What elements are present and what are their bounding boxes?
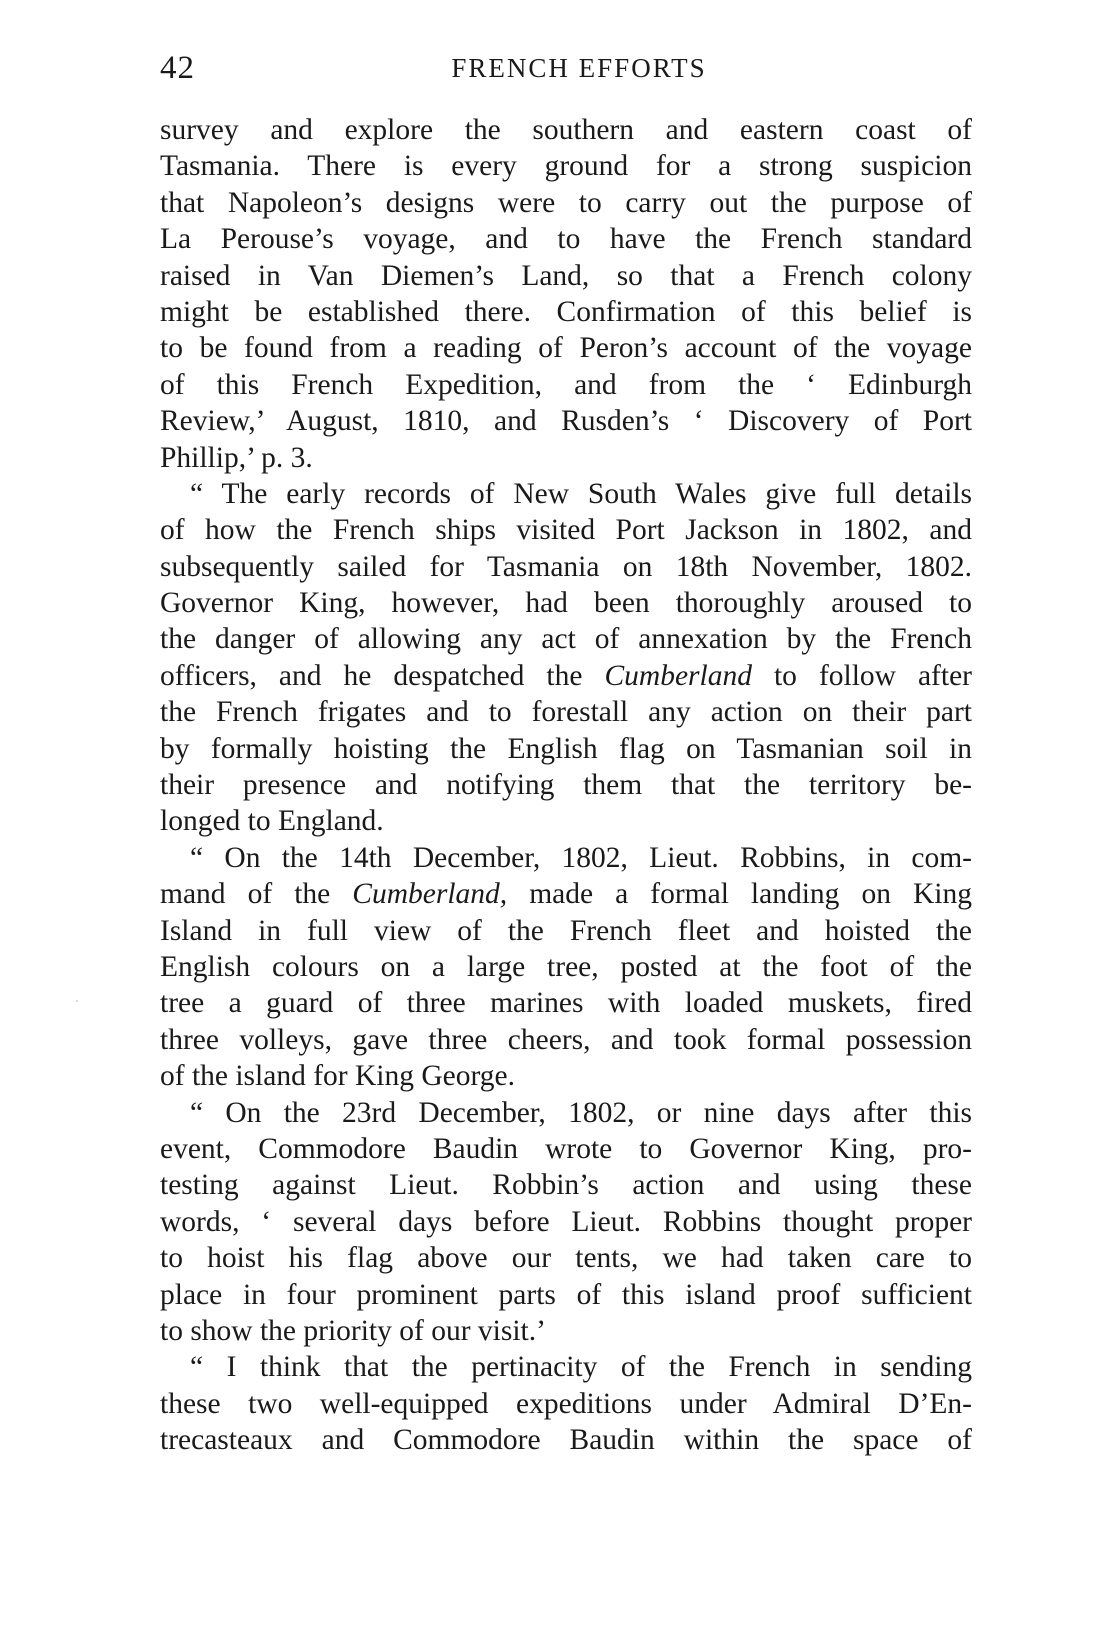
ship-name-italic: Cumberland: [604, 659, 752, 692]
text-line: might be established there. Confirmation of this belief is: [160, 295, 972, 328]
text-line: tree a guard of three marines with loaded muskets, fired: [160, 987, 972, 1020]
text-line: of how the French ships visited Port Jackson in 1802, and: [160, 514, 972, 547]
text-line: the French frigates and to forestall any action on their part: [160, 696, 972, 729]
text-line: “ I think that the pertinacity of the French in sending: [190, 1351, 972, 1384]
text-line: [160, 876, 972, 912]
text-line: “ On the 14th December, 1802, Lieut. Robbins, in com-: [190, 841, 972, 874]
text-line: Island in full view of the French fleet and hoisted the: [160, 914, 972, 947]
text-line: their presence and notifying them that the territory be-: [160, 769, 972, 802]
text-line: to hoist his flag above our tents, we had taken care to: [160, 1242, 972, 1275]
text-line: longed to England.: [160, 805, 384, 838]
text-line: trecasteaux and Commodore Baudin within the space of: [160, 1424, 972, 1457]
text-run: made a formal landing on King: [507, 878, 972, 911]
text-line: that Napoleon’s designs were to carry out the purpose of: [160, 186, 972, 219]
page-number: 42: [160, 50, 195, 86]
text-line: “ The early records of New South Wales give full details: [190, 477, 972, 510]
running-head: [160, 48, 972, 88]
body-text: [160, 112, 972, 1458]
text-line: Review,’ August, 1810, and Rusden’s ‘ Discovery of Port: [160, 405, 972, 438]
ship-name-italic: Cumberland,: [352, 878, 508, 911]
text-line: the danger of allowing any act of annexation by the French: [160, 623, 972, 656]
text-line: by formally hoisting the English flag on Tasmanian soil in: [160, 732, 972, 765]
text-line: Governor King, however, had been thoroughly aroused to: [160, 587, 972, 620]
text-line: survey and explore the southern and eastern coast of: [160, 114, 972, 146]
text-line: La Perouse’s voyage, and to have the French standard: [160, 223, 972, 256]
text-line: event, Commodore Baudin wrote to Governor King, pro-: [160, 1132, 972, 1165]
text-run: officers, and he despatched the: [160, 659, 605, 692]
text-line: these two well-equipped expeditions under Admiral D’En-: [160, 1387, 972, 1420]
text-line: place in four prominent parts of this island proof sufficient: [160, 1278, 972, 1311]
text-line: subsequently sailed for Tasmania on 18th November, 1802.: [160, 550, 972, 583]
text-line: raised in Van Diemen’s Land, so that a French colony: [160, 259, 972, 292]
text-line: to show the priority of our visit.’: [160, 1314, 546, 1347]
text-line: words, ‘ several days before Lieut. Robbins thought proper: [160, 1205, 972, 1238]
text-line: testing against Lieut. Robbin’s action and using these: [160, 1169, 972, 1202]
text-line: Tasmania. There is every ground for a strong suspicion: [160, 150, 972, 183]
margin-speck: [76, 1000, 78, 1002]
text-line: Phillip,’ p. 3.: [160, 441, 313, 474]
text-line: English colours on a large tree, posted at the foot of the: [160, 950, 972, 983]
text-line: three volleys, gave three cheers, and took formal possession: [160, 1023, 972, 1056]
running-title: FRENCH EFFORTS: [451, 53, 707, 83]
text-run: to follow after: [751, 659, 972, 692]
text-line: of the island for King George.: [160, 1060, 516, 1093]
text-line: of this French Expedition, and from the ‘ Edinburgh: [160, 368, 972, 401]
text-line: [160, 658, 972, 694]
text-line: to be found from a reading of Peron’s account of the voyage: [160, 332, 972, 365]
text-run: mand of the: [160, 878, 353, 911]
text-line: “ On the 23rd December, 1802, or nine days after this: [190, 1096, 972, 1129]
